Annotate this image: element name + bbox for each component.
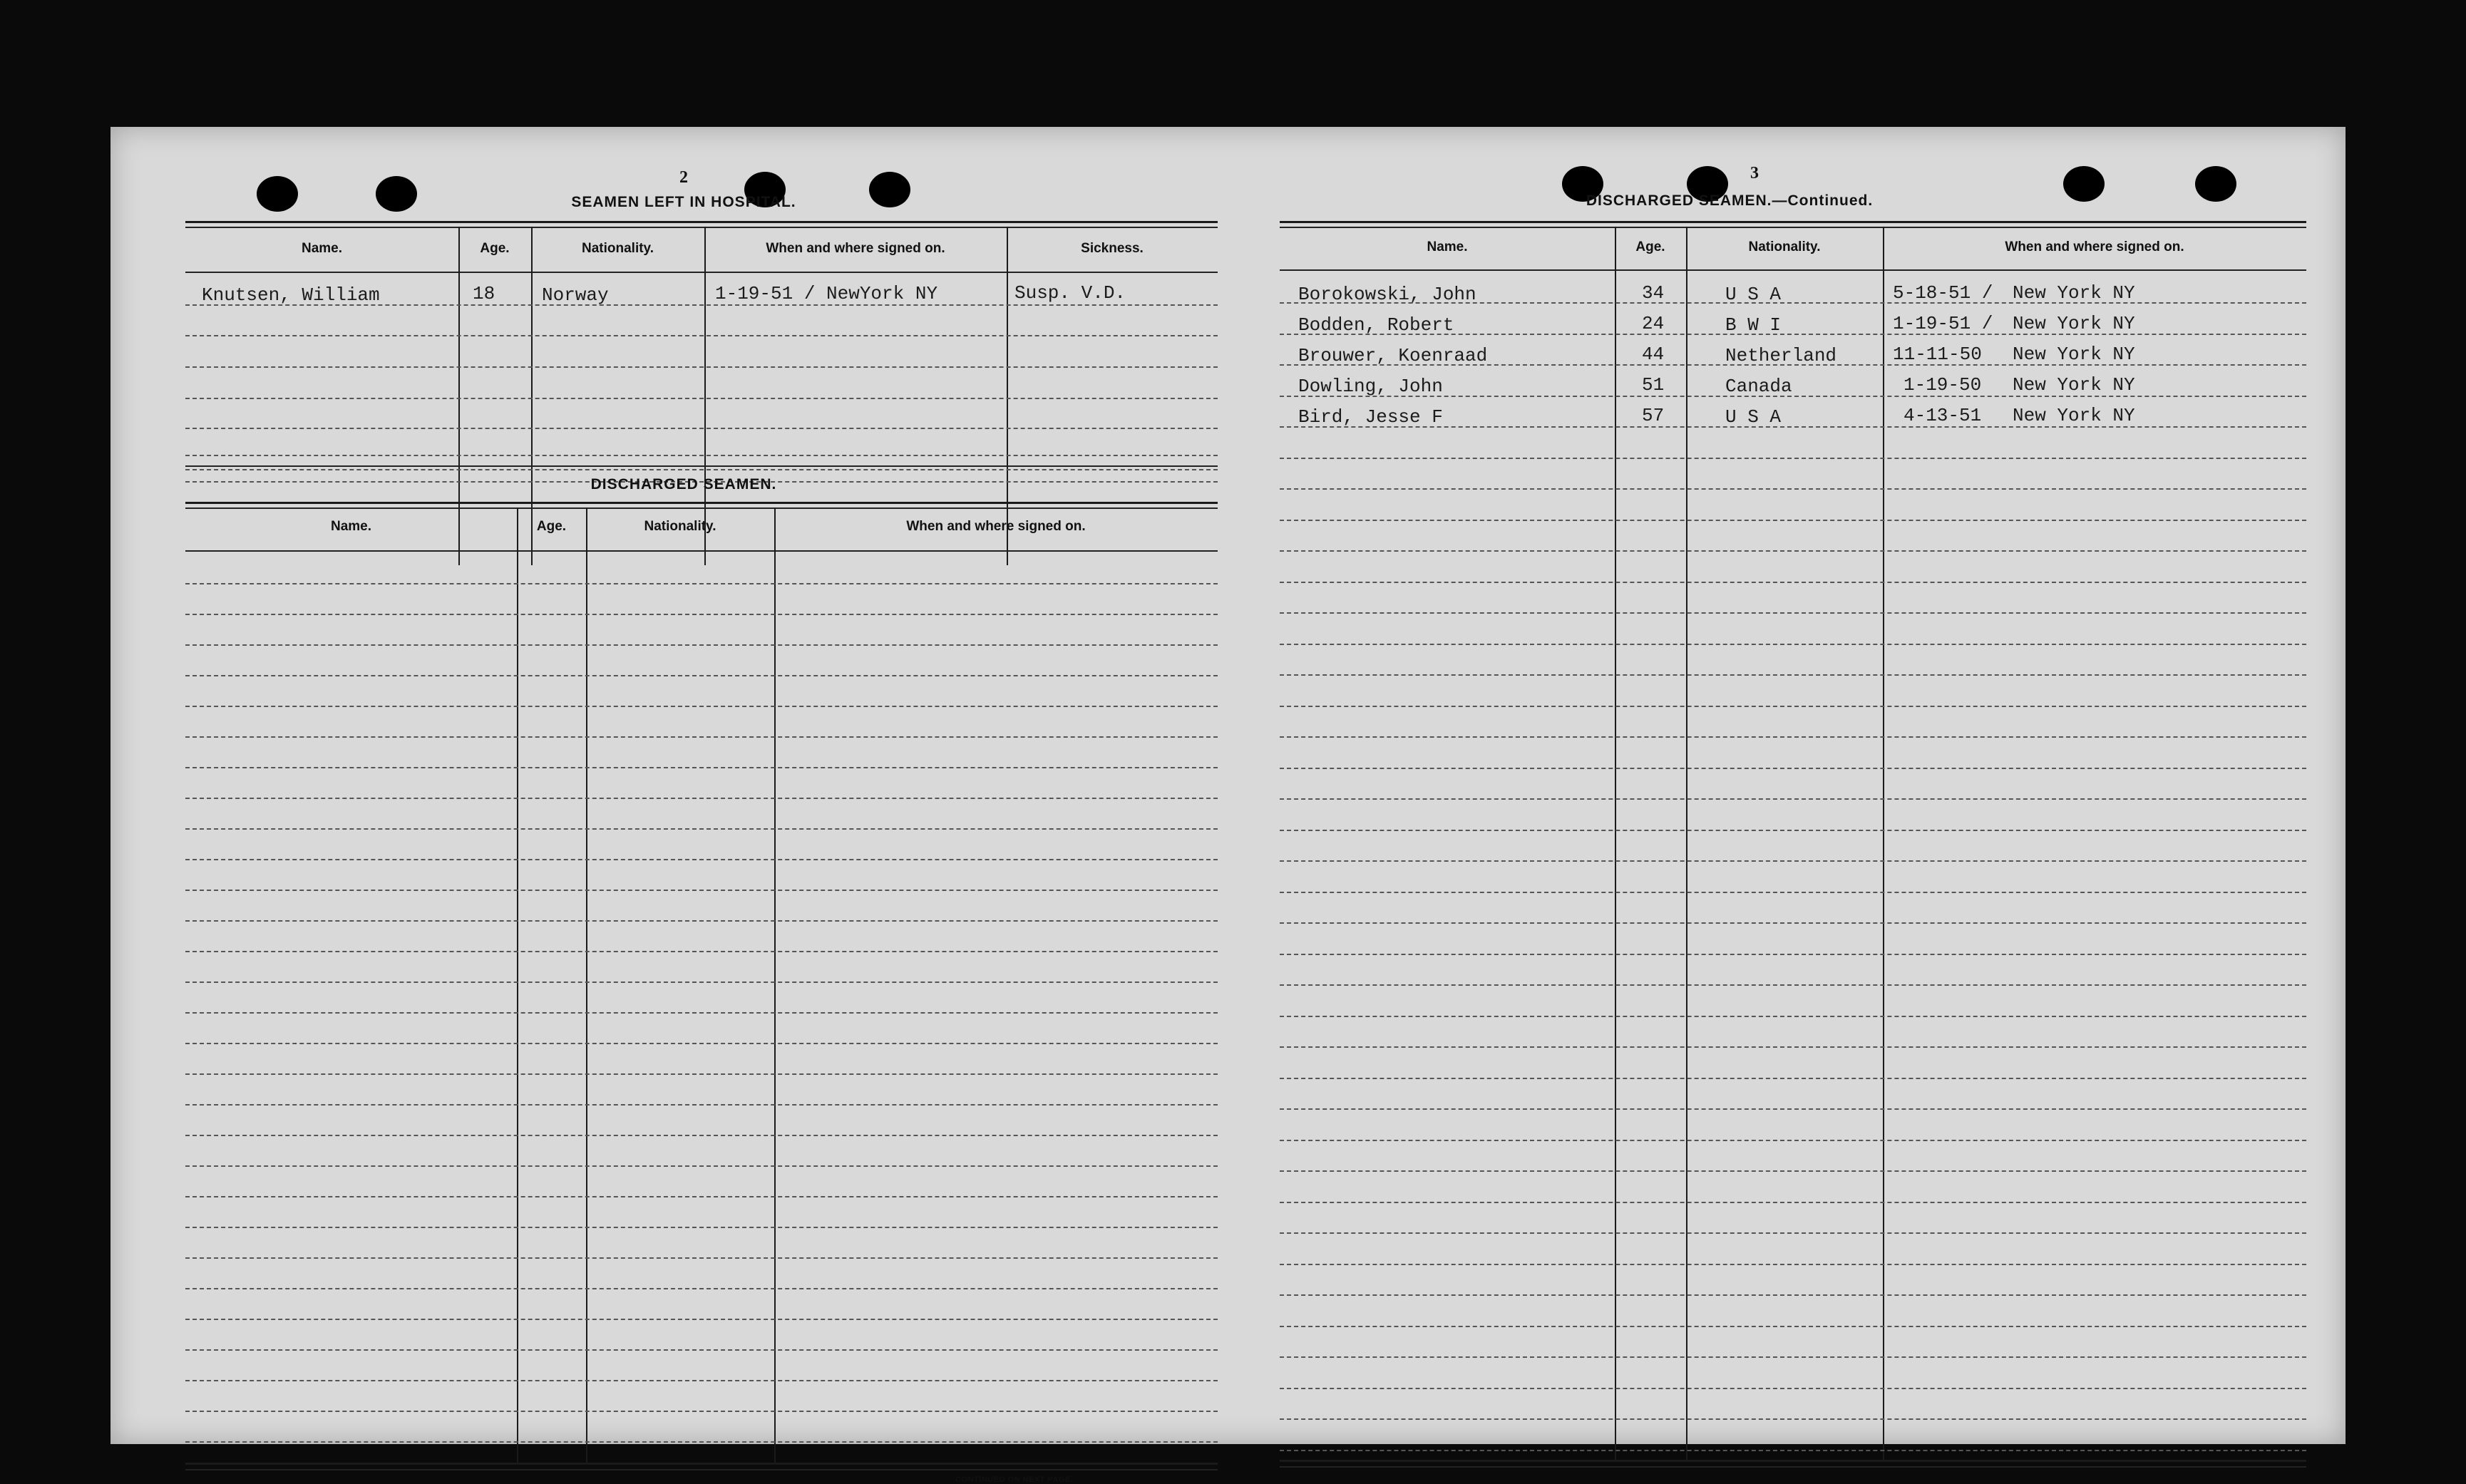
table-rule xyxy=(185,1469,1218,1470)
header-age: Age. xyxy=(536,519,567,534)
table-rule xyxy=(1280,1466,2306,1468)
row-line xyxy=(185,1073,1218,1075)
cell-name: Borokowski, John xyxy=(1298,284,1476,305)
page-number: 2 xyxy=(679,168,688,187)
column-divider xyxy=(1007,227,1008,565)
row-line xyxy=(185,1227,1218,1228)
table-rule xyxy=(185,507,1218,509)
cell-place: New York NY xyxy=(2013,282,2135,304)
row-line xyxy=(1280,520,2306,521)
cell-date: 1-19-50 xyxy=(1904,374,1982,396)
row-line xyxy=(1280,768,2306,769)
column-divider xyxy=(704,227,706,565)
header-name: Name. xyxy=(330,519,372,534)
row-line xyxy=(1280,612,2306,614)
cell-place: New York NY xyxy=(2013,313,2135,334)
row-line xyxy=(185,828,1218,830)
row-line xyxy=(185,1257,1218,1259)
row-line xyxy=(185,1441,1218,1443)
table-rule xyxy=(1280,221,2306,223)
row-line xyxy=(1280,644,2306,645)
punch-hole xyxy=(376,176,417,212)
header-name: Name. xyxy=(301,241,343,256)
cell-sickness: Susp. V.D. xyxy=(1014,282,1126,304)
cell-date: 5-18-51 / xyxy=(1893,282,1993,304)
row-line xyxy=(185,706,1218,707)
table-rule xyxy=(185,1463,1218,1465)
cell-name: Bodden, Robert xyxy=(1298,314,1454,336)
row-line xyxy=(1280,550,2306,552)
row-line xyxy=(1280,1388,2306,1389)
cell-date: 1-19-51 / xyxy=(1893,313,1993,334)
cell-name: Knutsen, William xyxy=(202,284,380,306)
header-signed-on: When and where signed on. xyxy=(2005,239,2184,254)
table-rule xyxy=(185,465,1218,467)
cell-nationality: B W I xyxy=(1725,314,1782,336)
row-line xyxy=(1280,706,2306,707)
cell-age: 57 xyxy=(1642,405,1665,426)
row-line xyxy=(1280,582,2306,583)
table-rule xyxy=(185,550,1218,552)
row-line xyxy=(1280,1078,2306,1079)
punch-hole xyxy=(869,172,910,207)
header-age: Age. xyxy=(1635,239,1665,254)
cell-date: 11-11-50 xyxy=(1893,344,1982,365)
table-rule xyxy=(185,227,1218,228)
row-line xyxy=(185,469,1218,470)
header-age: Age. xyxy=(480,241,510,256)
row-line xyxy=(1280,458,2306,459)
row-line xyxy=(1280,830,2306,831)
row-line xyxy=(1280,1140,2306,1141)
row-line xyxy=(1280,1170,2306,1172)
cell-name: Bird, Jesse F xyxy=(1298,406,1443,428)
cell-age: 18 xyxy=(473,283,495,304)
cell-age: 34 xyxy=(1642,282,1665,304)
row-line xyxy=(185,767,1218,768)
row-line xyxy=(185,1196,1218,1197)
row-line xyxy=(1280,1356,2306,1358)
cell-place: New York NY xyxy=(2013,405,2135,426)
punch-hole xyxy=(2195,166,2236,202)
table-rule xyxy=(185,502,1218,504)
header-name: Name. xyxy=(1427,239,1468,254)
cell-nationality: U S A xyxy=(1725,284,1782,305)
column-divider xyxy=(458,227,460,565)
row-line xyxy=(1280,798,2306,800)
row-line xyxy=(185,736,1218,738)
column-divider xyxy=(1686,227,1687,1460)
row-line xyxy=(1280,954,2306,955)
cell-nationality: Norway xyxy=(542,284,609,306)
column-divider xyxy=(1883,227,1884,1460)
row-line xyxy=(1280,488,2306,490)
row-line xyxy=(185,644,1218,646)
discharged-continued-title: DISCHARGED SEAMEN.—Continued. xyxy=(1586,192,1874,209)
column-divider xyxy=(1615,227,1616,1460)
row-line xyxy=(1280,1232,2306,1234)
row-line xyxy=(185,1135,1218,1136)
row-line xyxy=(185,890,1218,891)
row-line xyxy=(185,1411,1218,1412)
row-line xyxy=(185,920,1218,922)
header-sickness: Sickness. xyxy=(1081,241,1144,256)
punch-hole xyxy=(2063,166,2105,202)
row-line xyxy=(185,1104,1218,1106)
cell-date: 4-13-51 xyxy=(1904,405,1982,426)
row-line xyxy=(185,1319,1218,1320)
cell-age: 44 xyxy=(1642,344,1665,365)
row-line xyxy=(185,1012,1218,1014)
row-line xyxy=(185,455,1218,456)
table-rule xyxy=(1280,1460,2306,1462)
row-line xyxy=(1280,984,2306,986)
continued-footer: CONTINUED ON NEXT PAGE. xyxy=(955,1475,1074,1484)
row-line xyxy=(185,1349,1218,1351)
row-line xyxy=(1280,1326,2306,1327)
page-number: 3 xyxy=(1750,164,1759,182)
table-rule xyxy=(1280,269,2306,271)
row-line xyxy=(1280,1016,2306,1017)
row-line xyxy=(1280,1264,2306,1265)
cell-age: 51 xyxy=(1642,374,1665,396)
cell-name: Dowling, John xyxy=(1298,376,1443,397)
row-line xyxy=(1280,1294,2306,1296)
header-nationality: Nationality. xyxy=(1748,239,1821,254)
table-rule xyxy=(185,272,1218,273)
table-rule xyxy=(1280,227,2306,228)
row-line xyxy=(1280,892,2306,893)
row-line xyxy=(1280,922,2306,924)
cell-nationality: Canada xyxy=(1725,376,1792,397)
row-line xyxy=(185,1165,1218,1167)
row-line xyxy=(185,398,1218,399)
header-signed-on: When and where signed on. xyxy=(766,241,945,256)
row-line xyxy=(185,614,1218,615)
cell-place: New York NY xyxy=(2013,344,2135,365)
discharged-section-title: DISCHARGED SEAMEN. xyxy=(590,476,777,493)
cell-nationality: Netherland xyxy=(1725,345,1837,366)
cell-place: New York NY xyxy=(2013,374,2135,396)
row-line xyxy=(185,583,1218,584)
row-line xyxy=(185,428,1218,429)
row-line xyxy=(185,1288,1218,1289)
document-sheet xyxy=(111,127,2346,1484)
header-signed-on: When and where signed on. xyxy=(906,519,1086,534)
row-line xyxy=(185,1043,1218,1044)
row-line xyxy=(185,366,1218,368)
header-nationality: Nationality. xyxy=(644,519,716,534)
row-line xyxy=(185,859,1218,860)
column-divider xyxy=(531,227,533,565)
punch-hole xyxy=(257,176,298,212)
cell-name: Brouwer, Koenraad xyxy=(1298,345,1488,366)
cell-signed-on: 1-19-51 / NewYork NY xyxy=(715,283,938,304)
row-line xyxy=(185,1380,1218,1381)
row-line xyxy=(1280,736,2306,738)
row-line xyxy=(1280,1108,2306,1110)
row-line xyxy=(1280,1046,2306,1048)
hospital-section-title: SEAMEN LEFT IN HOSPITAL. xyxy=(571,194,796,210)
row-line xyxy=(185,675,1218,676)
row-line xyxy=(185,798,1218,799)
row-line xyxy=(1280,1202,2306,1203)
row-line xyxy=(1280,1418,2306,1420)
header-nationality: Nationality. xyxy=(582,241,654,256)
table-rule xyxy=(185,221,1218,223)
row-line xyxy=(1280,674,2306,676)
row-line xyxy=(185,981,1218,983)
row-line xyxy=(185,951,1218,952)
row-line xyxy=(1280,860,2306,862)
cell-nationality: U S A xyxy=(1725,406,1782,428)
row-line xyxy=(185,335,1218,336)
row-line xyxy=(1280,1450,2306,1451)
cell-age: 24 xyxy=(1642,313,1665,334)
